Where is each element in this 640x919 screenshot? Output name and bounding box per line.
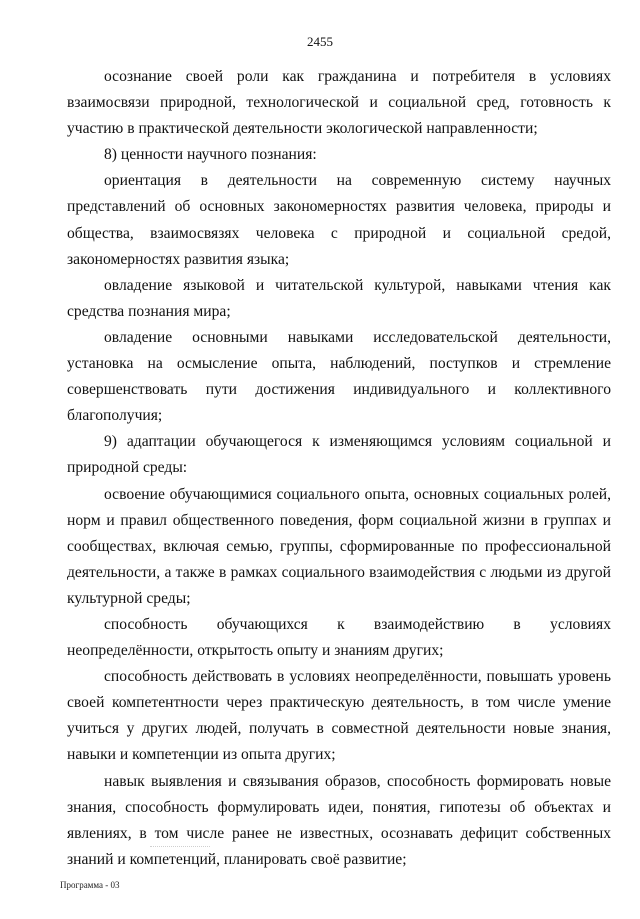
paragraph-acting-uncertainty: способность действовать в условиях неопределённости, повышать уровень своей компетентности через практическую деятельность, в том числе умение учиться у других людей, получать в совместной деятельности новые знания, навыки и компетенции из опыта других; — [67, 668, 611, 764]
paragraph-scientific-orientation: ориентация в деятельности на современную систему научных представлений об основных закономерностях развития человека, природы и общества, взаимосвязях человека с природной и социальной средой, закономерностях развития языка; — [67, 172, 611, 268]
paragraph-forming-knowledge: навык выявления и связывания образов, способность формировать новые знания, способность формулировать идеи, понятия, гипотезы об объектах и явлениях, в том числе ранее не известных, осознавать дефицит собственных знаний и компетенций, планировать своё развитие; — [67, 772, 611, 868]
page-number: 2455 — [307, 34, 333, 49]
document-body — [67, 64, 611, 873]
paragraph-ecological-role: осознание своей роли как гражданина и потребителя в условиях взаимосвязи природной, технологической и социальной сред, готовность к участию в практической деятельности экологической направленности; — [67, 68, 611, 138]
footer-program-label: Программа - 03 — [60, 880, 120, 890]
paragraph-interaction-uncertainty: способность обучающихся к взаимодействию в условиях неопределённости, открытость опыту и знаниям других; — [67, 615, 611, 660]
paragraph-social-experience: освоение обучающимися социального опыта, основных социальных ролей, норм и правил общественного поведения, форм социальной жизни в группах и сообществах, включая семью, группы, сформированные по профессиональной деятельности, а также в рамках социального взаимодействия с людьми из другой культурной среды; — [67, 485, 611, 607]
paragraph-research-skills: овладение основными навыками исследовательской деятельности, установка на осмысление опыта, наблюдений, поступков и стремление совершенствовать пути достижения индивидуального и коллективного благополучия; — [67, 328, 611, 425]
paragraph-language-culture: овладение языковой и читательской культурой, навыками чтения как средства познания мира; — [67, 276, 611, 320]
scan-artifact — [150, 846, 210, 848]
paragraph-heading-adaptation: 9) адаптации обучающегося к изменяющимся условиям социальной и природной среды: — [67, 433, 611, 477]
paragraph-heading-scientific-knowledge: 8) ценности научного познания: — [104, 146, 317, 164]
